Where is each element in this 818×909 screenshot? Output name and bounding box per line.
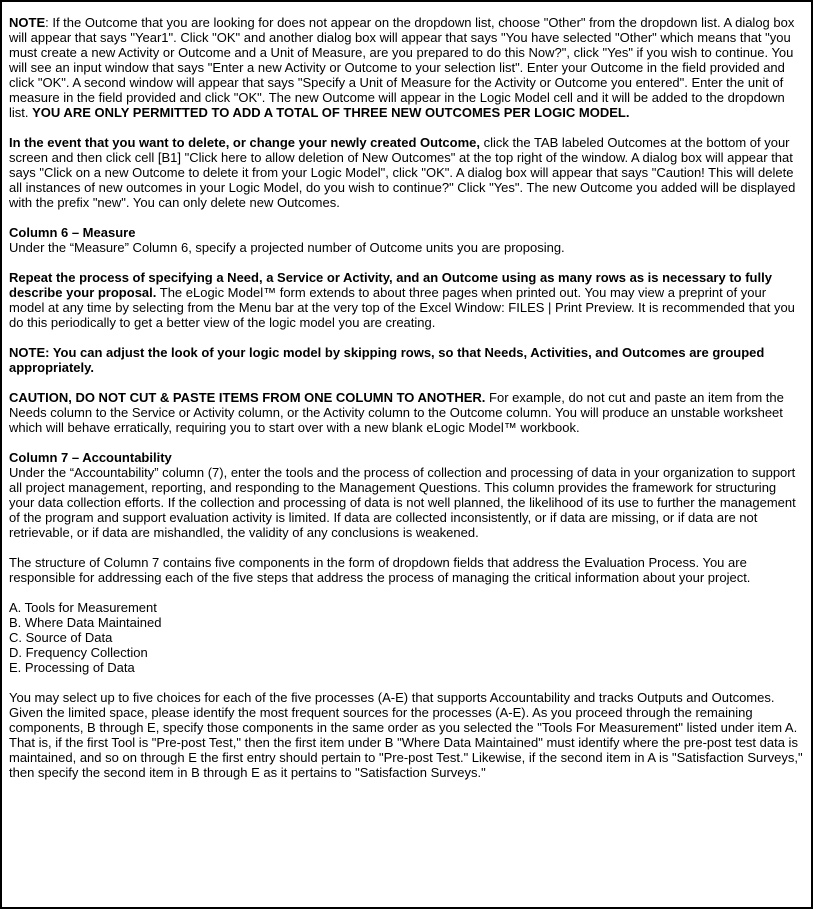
list-item-c	[9, 630, 805, 645]
five-choices-paragraph	[9, 690, 805, 780]
text-run: B. Where Data Maintained	[9, 615, 162, 630]
list-item-a	[9, 600, 805, 615]
blank-line	[9, 435, 805, 450]
text-run: E. Processing of Data	[9, 660, 135, 675]
bold-text-run: CAUTION, DO NOT CUT & PASTE ITEMS FROM ONE COLUMN TO ANOTHER.	[9, 390, 486, 405]
list-item-e	[9, 660, 805, 675]
blank-line	[9, 585, 805, 600]
column6-body	[9, 240, 805, 255]
text-run: : If the Outcome that you are looking for does not appear on the dropdown list, choose "Other" from the dropdown list. A dialog box will appear that says "Year1". Click "OK" and another dialog box will appear that says "You have selected "Other" which means that "you must create a new Activity or Outcome and a Unit of Measure, are you prepared to do this Now?", click "Yes" if you wish to continue. You will see an input window that says "Enter a new Activity or Outcome to your selection list". Enter your Outcome in the field provided and click "OK". A second window will appear that says "Specify a Unit of Measure for the Activity or Outcome you entered". Enter the unit of measure in the field provided and click "OK". The new Outcome will appear in the Logic Model cell and it will be added to the dropdown list.	[9, 15, 795, 120]
text-run: You may select up to five choices for each of the five processes (A-E) that supports Accountability and tracks Outputs and Outcomes. Given the limited space, please identify the most frequent sources for the processes (A-E). As you proceed through the remaining components, B through E, specify those components in the same order as you selected the "Tools For Measurement" listed under item A. That is, if the first Tool is "Pre-post Test," then the first item under B "Where Data Maintained" must identify where the pre-post test data is maintained, and so on through E the first entry should pertain to "Pre-post Test." Likewise, if the second item in A is "Satisfaction Surveys," then specify the second item in B through E as it pertains to "Satisfaction Surveys."	[9, 690, 803, 780]
bold-text-run: Column 6 – Measure	[9, 225, 136, 240]
blank-line	[9, 675, 805, 690]
text-run: click the TAB labeled Outcomes at the bottom of your screen and then click cell [B1] "Click here to allow deletion of New Outcomes" at the top right of the window. A dialog box will appear that says "Click on a new Outcome to delete it from your Logic Model", click "OK". A dialog box will appear that says "Caution! This will delete all instances of new outcomes in your Logic Model, do you wish to continue?" Click "Yes". The new Outcome you added will be displayed with the prefix "new". You can only delete new Outcomes.	[9, 135, 796, 210]
column7-body	[9, 465, 805, 540]
caution-cut-paste-paragraph	[9, 390, 805, 435]
blank-line	[9, 375, 805, 390]
list-item-d	[9, 645, 805, 660]
bold-text-run: NOTE	[9, 15, 46, 30]
text-run: The structure of Column 7 contains five components in the form of dropdown fields that address the Evaluation Process. You are responsible for addressing each of the five steps that address the process of managing the critical information about your project.	[9, 555, 751, 585]
blank-line	[9, 120, 805, 135]
text-run: A. Tools for Measurement	[9, 600, 157, 615]
repeat-process-paragraph	[9, 270, 805, 330]
blank-line	[9, 210, 805, 225]
column7-structure-paragraph	[9, 555, 805, 585]
text-run: For example, do not cut and paste an item from the Needs column to the Service or Activity column, or the Activity column to the Outcome column. You will produce an unstable worksheet which will behave erratically, requiring you to start over with a new blank eLogic Model™ workbook.	[9, 390, 784, 435]
delete-outcome-paragraph	[9, 135, 805, 210]
column7-heading	[9, 450, 805, 465]
text-run: Under the “Measure” Column 6, specify a projected number of Outcome units you are proposing.	[9, 240, 565, 255]
bold-text-run: Column 7 – Accountability	[9, 450, 172, 465]
note-skipping-rows-paragraph	[9, 345, 805, 375]
text-run: The eLogic Model™ form extends to about three pages when printed out. You may view a preprint of your model at any time by selecting from the Menu bar at the very top of the Excel Window: FILES | Print Preview. It is recommended that you do this periodically to get a better view of the logic model you are creating.	[9, 285, 795, 330]
bold-text-run: YOU ARE ONLY PERMITTED TO ADD A TOTAL OF THREE NEW OUTCOMES PER LOGIC MODEL.	[32, 105, 630, 120]
bold-text-run: In the event that you want to delete, or change your newly created Outcome,	[9, 135, 484, 150]
text-run: Under the “Accountability” column (7), enter the tools and the process of collection and processing of data in your organization to support all project management, reporting, and responding to the Management Questions. This column provides the framework for structuring your data collection efforts. If the collection and processing of data is not well planned, the likelihood of its use to further the management of the program and support evaluation activity is limited. If data are collected inconsistently, or if data are missing, or if data are not retrievable, or if data are mishandled, the validity of any conclusions is weakened.	[9, 465, 796, 540]
list-item-b	[9, 615, 805, 630]
document-body	[9, 15, 805, 780]
bold-text-run: NOTE: You can adjust the look of your logic model by skipping rows, so that Needs, Activities, and Outcomes are grouped appropriately.	[9, 345, 765, 375]
text-run: D. Frequency Collection	[9, 645, 148, 660]
blank-line	[9, 540, 805, 555]
bold-text-run: Repeat the process of specifying a Need, a Service or Activity, and an Outcome using as many rows as is necessary to fully describe your proposal.	[9, 270, 772, 300]
text-run: C. Source of Data	[9, 630, 113, 645]
note-add-outcome-paragraph	[9, 15, 805, 120]
blank-line	[9, 255, 805, 270]
column6-heading	[9, 225, 805, 240]
blank-line	[9, 330, 805, 345]
